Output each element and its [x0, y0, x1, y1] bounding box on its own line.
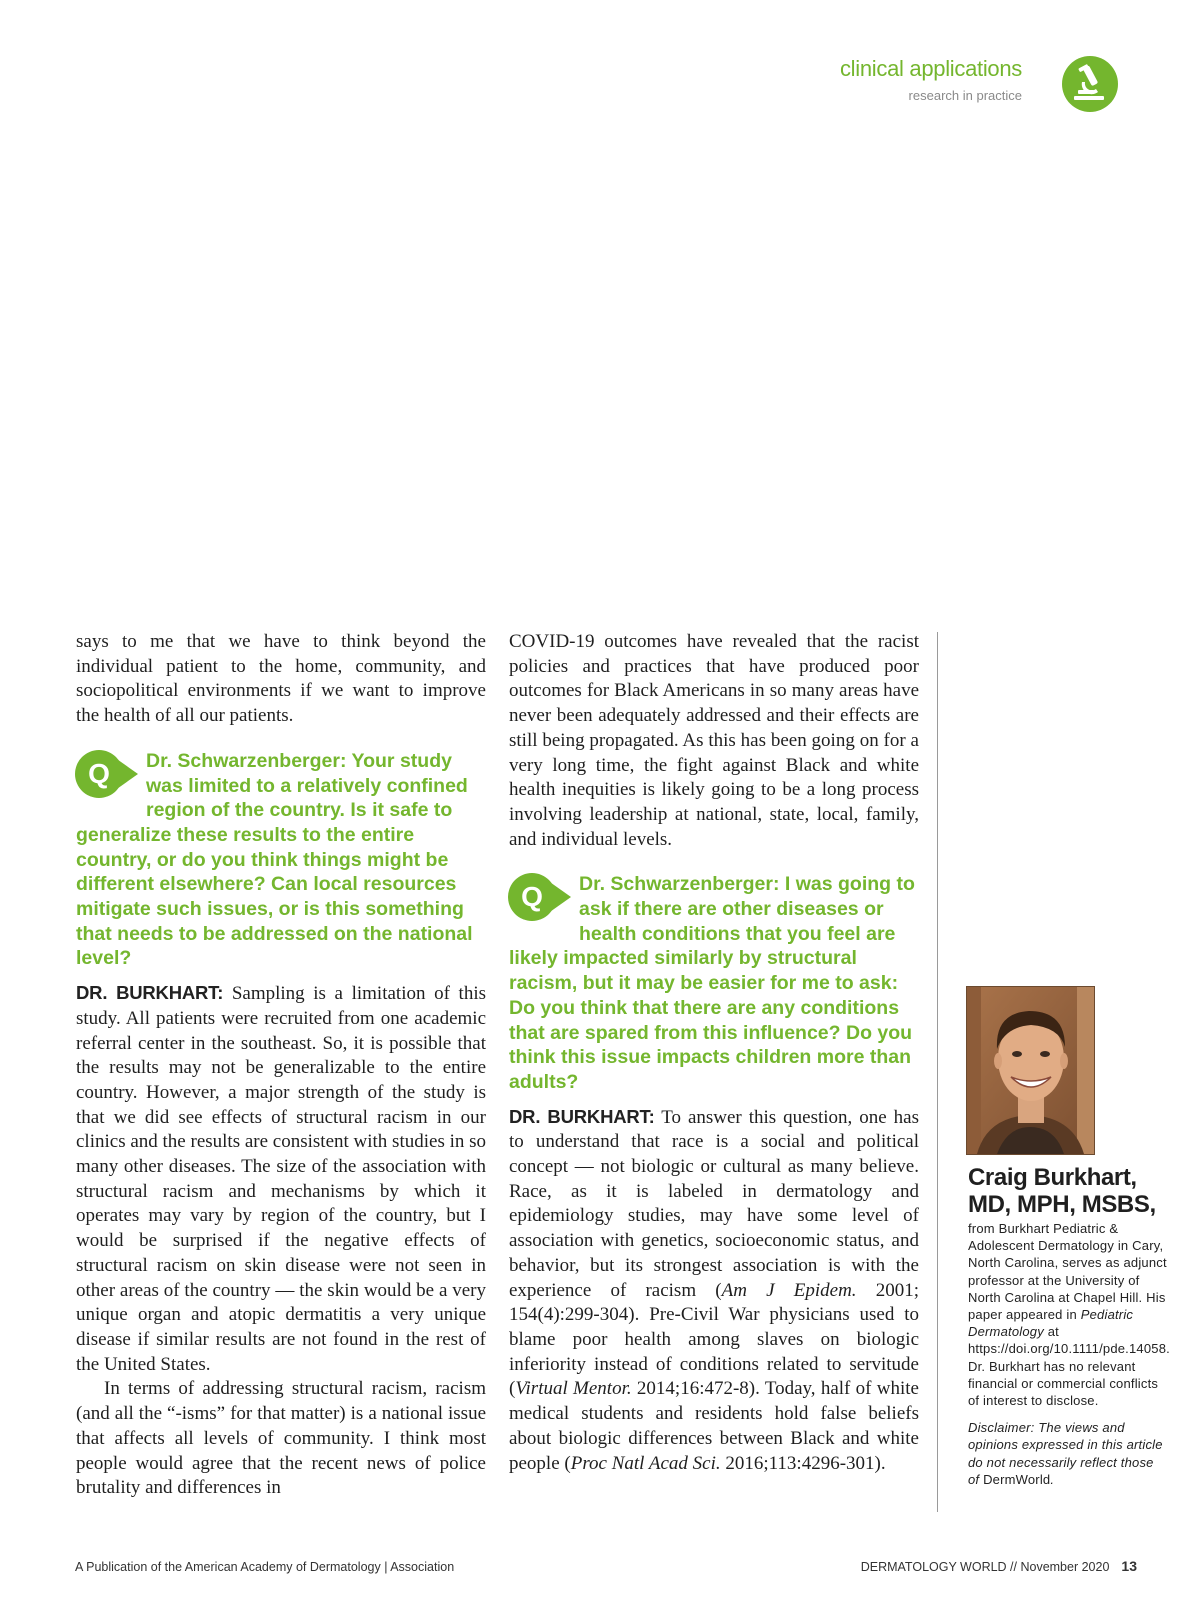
bio-text: at https://doi.org/10.1111/pde.14058. Dr. Burkhart has no relevant financial or commercial conflicts of interest to disclose. [968, 1324, 1170, 1409]
answer-paragraph [509, 1105, 919, 1477]
section-subtitle: research in practice [908, 88, 1022, 103]
disclaimer-text: Disclaimer: The views and opinions expressed in this article do not necessarily reflect those of [968, 1420, 1163, 1487]
article-column-right [509, 630, 919, 1476]
author-name-line: Craig Burkhart, [968, 1164, 1137, 1191]
question-speaker: Dr. Schwarzenberger: [146, 749, 347, 772]
question-block [76, 749, 486, 971]
footer-publication: A Publication of the American Academy of Dermatology | Association [75, 1560, 455, 1574]
microscope-icon [1062, 56, 1118, 112]
section-title: clinical applications [839, 56, 1022, 81]
svg-text:Q: Q [88, 757, 110, 789]
answer-paragraph [76, 981, 486, 1377]
author-bio [968, 1164, 1168, 1488]
question-speaker: Dr. Schwarzenberger: [579, 873, 780, 896]
paragraph: In terms of addressing structural racism, racism (and all the “-isms” for that matter) is a national issue that affects all levels of community. I think most people would agree that the recent news of police brutality and differences in [76, 1378, 486, 1499]
disclaimer [968, 1419, 1168, 1488]
author-credentials: MD, MPH, MSBS, [968, 1191, 1156, 1218]
svg-text:Q: Q [521, 881, 543, 913]
paragraph: COVID-19 outcomes have revealed that the racist policies and practices that have produced poor outcomes for Black Americans in so many areas have never been adequately addressed and their effects are still being propagated. As this has been going on for a very long time, the fight against Black and white health inequities is likely going to be a long process involving leadership at national, state, local, family, and individual levels. [509, 631, 919, 850]
section-header [698, 56, 1118, 116]
bio-text: from Burkhart Pediatric & Adolescent Dermatology in Cary, North Carolina, serves as adjunct professor at the University of North Carolina at Chapel Hill. His paper appeared in [968, 1221, 1167, 1323]
question-icon [507, 872, 575, 922]
author-bio-text [968, 1220, 1168, 1409]
paragraph: says to me that we have to think beyond the individual patient to the home, community, and sociopolitical environments if we want to improve the health of all our patients. [76, 631, 486, 727]
answer-speaker: DR. BURKHART: [76, 982, 224, 1004]
page-number: 13 [1121, 1558, 1137, 1574]
answer-speaker: DR. BURKHART: [509, 1105, 655, 1127]
question-icon [74, 749, 142, 799]
disclaimer-text: . [1050, 1471, 1055, 1487]
question-text: I was going to ask if there are other diseases or health conditions that you feel are likely impacted similarly by structural racism, but it may be easier for me to ask: Do you think that there are any conditions that are spared from this influence? Do you think this issue impacts children more than adults? [509, 873, 915, 1093]
disclaimer-brand: DermWorld [983, 1471, 1051, 1487]
citation: Virtual Mentor. [515, 1378, 632, 1400]
journal-name: Pediatric Dermatology [968, 1307, 1134, 1340]
answer-text: 2001; 154(4):299-304). Pre-Civil War physicians used to blame poor health among slaves on biologic inferiority instead of conditions related to servitude ( [509, 1279, 920, 1400]
author-name [968, 1164, 1168, 1218]
answer-text: To answer this question, one has to understand that race is a social and political concept — not biologic or cultural as many believe. Race, as it is labeled in dermatology and epidemiology studies, may have some level of association with genetics, socioeconomic status, and behavior, but its strongest association is with the experience of racism ( [509, 1106, 919, 1301]
answer-text: 2014;16:472-8). Today, half of white medical students and residents hold false beliefs about biologic differences between Black and white people ( [509, 1378, 919, 1474]
citation: Proc Natl Acad Sci. [570, 1452, 721, 1474]
author-portrait [966, 986, 1095, 1155]
footer-issue [861, 1558, 1137, 1574]
column-divider [937, 632, 938, 1512]
question-text: Your study was limited to a relatively confined region of the country. Is it safe to generalize these results to the entire country, or do you think things might be different elsewhere? Can local resources mitigate such issues, or is this something that needs to be addressed on the national level? [76, 749, 473, 970]
citation: Am J Epidem. [721, 1279, 857, 1301]
answer-text: Sampling is a limitation of this study. All patients were recruited from one academic referral center in the southeast. So, it is possible that the results may not be generalizable to the entire country. However, a major strength of the study is that we did see effects of structural racism in our clinics and the results are consistent with studies in so many other diseases. The size of the association with structural racism and mechanisms by which it operates may vary by region of the country, but I would be surprised if the negative effects of structural racism on skin disease were not seen in other areas of the country — the skin would be a very unique organ and atopic dermatitis a very unique disease if similar results are not found in the rest of the United States. [76, 983, 487, 1375]
footer-issue-text: DERMATOLOGY WORLD // November 2020 [860, 1560, 1110, 1574]
answer-text: 2016;113:4296-301). [720, 1452, 886, 1474]
question-block [509, 872, 919, 1094]
article-column-left [76, 630, 486, 1501]
